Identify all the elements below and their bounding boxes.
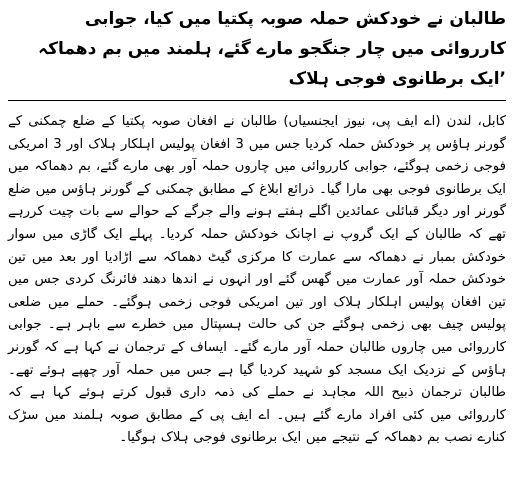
article-headline: طالبان نے خودکش حملہ صوبہ پکتیا میں کیا، جوابی کارروائی میں چار جنگجو مارے گئے، ہلمند میں بم دھماکہ ’ایک برطانوی فوجی ہلاک xyxy=(38,9,506,89)
news-article xyxy=(8,4,506,450)
headline-divider xyxy=(8,100,506,101)
article-body: کابل، لندن (اے ایف پی، نیوز ایجنسیاں) طالبان نے افغان صوبہ پکتیا کے ضلع چمکنی کے گورنر ہاؤس پر خودکش حملہ کردیا جس میں 3 افغان پولیس اہلکار ہلاک اور 3 امریکی فوجی زخمی ہوگئے، جوابی کارروائی میں چاروں حملہ آور بھی مارے گئے، بم دھماکہ میں ایک برطانوی فوجی بھی مارا گیا۔ ذرائع ابلاغ کے مطابق چمکنی کے گورنر ہاؤس میں ضلع گورنر اور دیگر قبائلی عمائدین اگلے ہفتے ہونے والے جرگے کے حوالے سے بات چیت کررہے تھے کہ طالبان کے ایک گروپ نے اچانک خودکش حملہ کردیا۔ پہلے ایک گاڑی میں سوار خودکش بمبار نے دھماکہ سے عمارت کا مرکزی گیٹ دھماکہ سے اڑادیا اور بعد میں تین خودکش حملہ آور عمارت میں گھس گئے اور انہوں نے اندھا دھند فائرنگ کردی جس میں تین افغان پولیس اہلکار ہلاک اور تین امریکی فوجی زخمی ہوگئے۔ حملے میں ضلعی پولیس چیف بھی زخمی ہوگئے جن کی حالت ہسپتال میں خطرے سے باہر ہے۔ جوابی کارروائی میں چاروں طالبان حملہ آور مارے گئے۔ ایساف کے ترجمان نے کہا ہے کہ گورنر ہاؤس کے نزدیک ایک مسجد کو شہید کردیا گیا ہے جس میں حملہ آور چھپے ہوئے تھے۔ طالبان ترجمان ذبیح اللہ مجاہد نے حملے کی ذمہ داری قبول کرتے ہوئے کہا ہے کہ کارروائی میں کئی افراد مارے گئے ہیں۔ اے ایف پی کے مطابق صوبہ ہلمند میں سڑک کنارے نصب بم دھماکہ کے نتیجے میں ایک برطانوی فوجی ہلاک ہوگیا۔ xyxy=(8,114,506,446)
